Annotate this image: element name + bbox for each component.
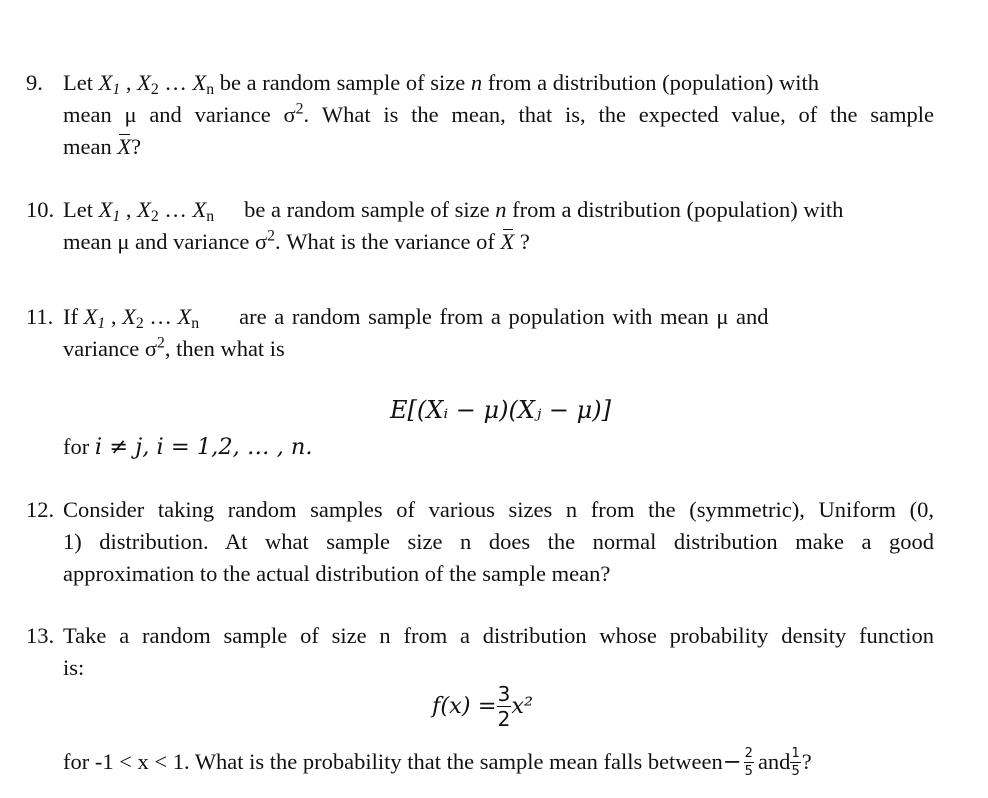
x-bar-symbol: X: [501, 227, 515, 257]
x-bar-symbol: X: [117, 132, 131, 162]
expectation-formula: E[(Xᵢ − μ)(Xⱼ − μ)]: [390, 396, 611, 424]
question-number: 11.: [26, 304, 54, 329]
index-condition: i ≠ j, i = 1,2, … , n.: [94, 434, 313, 460]
question-text-line: for -1 < x < 1. What is the probability that the sample mean falls between − $\frac{2}{5}$ and $\frac{1}{5}$ ?: [63, 746, 812, 779]
question-text-line: 1) distribution. At what sample size n does the normal distribution make a good: [63, 529, 934, 554]
question-number: 10.: [26, 197, 55, 222]
question-number: 13.: [26, 623, 55, 648]
question-text-line: If $X_1$ , $X_2$ … $X_n$ are a random sample from a population with mean μ and: [63, 304, 769, 332]
question-text-line: Take a random sample of size n from a distribution whose probability density function: [63, 623, 934, 648]
fraction: $\frac{2}{5}$: [744, 746, 753, 779]
question-text-line: Let $X_1$ , $X_2$ … $X_n$ be a random sample of size n from a distribution (population) with: [63, 197, 844, 225]
question-text-line: is:: [63, 655, 85, 680]
question-text-line: variance $\sigma^2$, then what is: [63, 334, 285, 361]
fraction: $\frac{3}{2}$: [497, 682, 511, 731]
fraction: $\frac{1}{5}$: [791, 746, 800, 779]
question-text-line: mean X?: [63, 132, 141, 162]
question-text-line: Let $X_1$ , $X_2$ … $X_n$ be a random sample of size n from a distribution (population) with: [63, 70, 819, 98]
question-text-line: mean μ and variance $\sigma^2$. What is the mean, that is, the expected value, of the sample: [63, 100, 935, 127]
question-text-line: mean μ and variance $\sigma^2$. What is the variance of X ?: [63, 227, 530, 257]
question-text-line: for i ≠ j, i = 1,2, … , n.: [63, 434, 313, 460]
question-text-line: Consider taking random samples of various sizes n from the (symmetric), Uniform (0,: [63, 497, 934, 522]
question-text-line: approximation to the actual distribution of the sample mean?: [63, 561, 611, 586]
question-number: 9.: [26, 70, 43, 95]
pdf-formula: f(x) = $\frac{3}{2}$ x²: [432, 682, 534, 731]
question-number: 12.: [26, 497, 55, 522]
